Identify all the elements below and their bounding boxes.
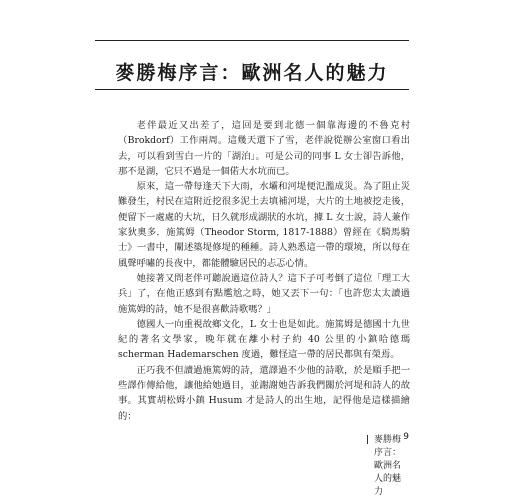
page-number: 9 [403,432,409,442]
page-footer [95,432,409,497]
chapter-title: 麥勝梅序言：歐洲名人的魅力 [115,62,389,84]
body-text [118,118,410,424]
paragraph-3: 她接著又問老伴可聽說過這位詩人？這下子可考倒了這位「理工大兵」了，在他正感到有點尷尬之時，她又丟下一句：「也許您太太讀過施篤姆的詩，她不是很喜歡詩歌嗎？」 [118,272,410,315]
title-rule [95,89,409,90]
footer-running-title: 麥勝梅序言：歐洲名人的魅力 [374,435,402,497]
footer-separator [367,435,368,444]
top-rule [95,40,409,41]
paragraph-4: 德國人一向重視故鄉文化，L 女士也是如此。施篤姆是德國十九世紀的著名文學家，晚年就在離小村子約 40 公里的小鎮哈德瑪scherman Hademarschen 度過，難怪這一帶的居民都與有榮焉。 [118,318,410,361]
paragraph-2: 原來，這一帶每逢天下大雨，水壩和河堤便氾濫成災。為了阻止災難發生，村民在這附近挖很多泥土去填補河堤，大片的土地被挖走後，便留下一處處的大坑，日久就形成湖狀的水坑，據 L 女士說，詩人兼作家狄奧多．施篤姆（Theodor Storm, 1817-1888）曾經在《騎馬騎士》一書中，闡述築堤修堤的種種。詩人熟悉這一帶的環境，所以每在風聲呼嘯的長夜中，都能體驗居民的忐忑心情。 [118,181,410,269]
paragraph-1: 老伴最近又出差了，這回是要到北德一個靠海邊的不魯克村（Brokdorf）工作兩周。這幾天還下了雪，老伴說從辦公室窗口看出去，可以看到雪白一片的「湖泊」。可是公司的同事 L 女士卻告訴他，那不是湖，它只不過是一個偌大水坑而已。 [118,120,410,177]
paragraph-5: 正巧我不但讀過施篤姆的詩，還譯過不少他的詩歌，於是順手把一些譯作傳給他，讓他給她過目，並謝謝她告訴我們關於河堤和詩人的故事。其實胡松姆小鎮 Husum 才是詩人的出生地，記得他是這樣描繪的： [118,364,410,422]
